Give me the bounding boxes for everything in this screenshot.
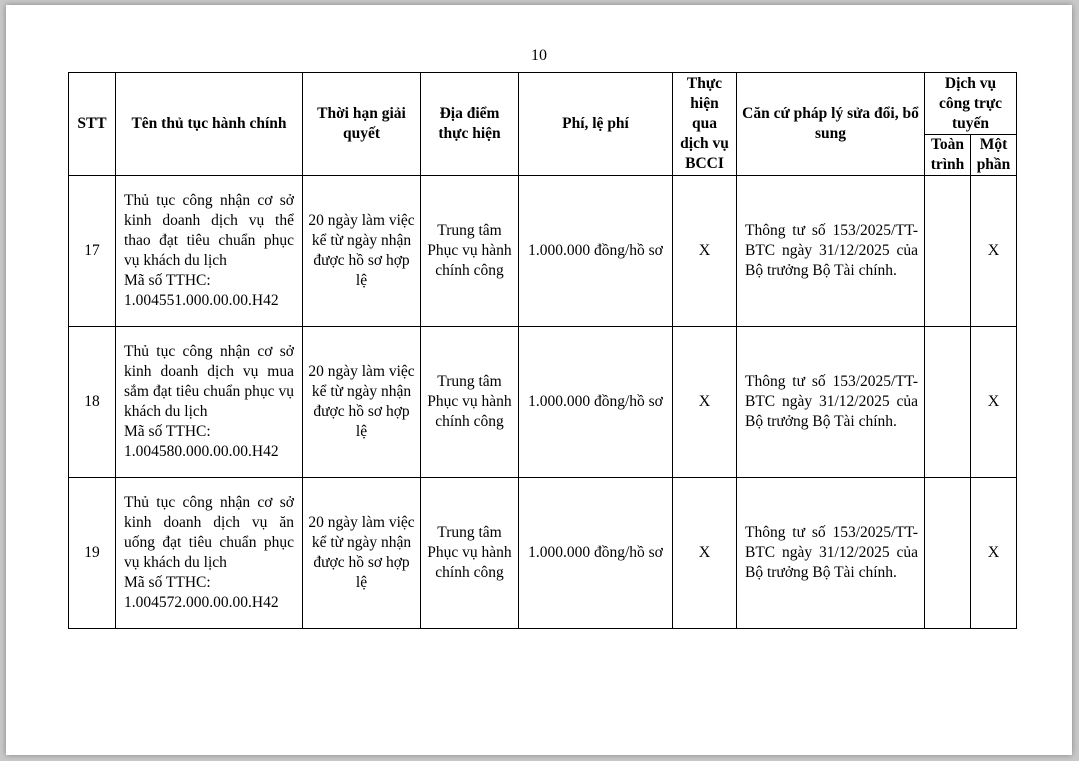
cell-online-full	[925, 478, 971, 629]
header-online-full: Toàn trình	[925, 135, 971, 176]
cell-place: Trung tâm Phục vụ hành chính công	[421, 478, 519, 629]
cell-procedure-name	[116, 176, 303, 327]
cell-legal-basis: Thông tư số 153/2025/TT-BTC ngày 31/12/2025 của Bộ trưởng Bộ Tài chính.	[737, 327, 925, 478]
cell-place: Trung tâm Phục vụ hành chính công	[421, 327, 519, 478]
header-legal-basis: Căn cứ pháp lý sửa đổi, bổ sung	[737, 73, 925, 176]
cell-stt: 18	[69, 327, 116, 478]
page-number: 10	[531, 47, 547, 64]
cell-online-full	[925, 176, 971, 327]
header-processing-time: Thời hạn giải quyết	[303, 73, 421, 176]
cell-place: Trung tâm Phục vụ hành chính công	[421, 176, 519, 327]
table-body	[69, 176, 1017, 629]
header-bcci: Thực hiện qua dịch vụ BCCI	[673, 73, 737, 176]
cell-bcci: X	[673, 478, 737, 629]
procedure-title: Thủ tục công nhận cơ sở kinh doanh dịch vụ ăn uống đạt tiêu chuẩn phục vụ khách du lịch	[124, 494, 294, 571]
cell-legal-basis: Thông tư số 153/2025/TT-BTC ngày 31/12/2025 của Bộ trưởng Bộ Tài chính.	[737, 478, 925, 629]
cell-online-partial: X	[971, 478, 1017, 629]
cell-bcci: X	[673, 176, 737, 327]
procedure-code-label: Mã số TTHC:	[124, 272, 211, 289]
procedure-code-label: Mã số TTHC:	[124, 574, 211, 591]
procedure-code: 1.004551.000.00.00.H42	[124, 292, 279, 309]
cell-legal-basis: Thông tư số 153/2025/TT-BTC ngày 31/12/2025 của Bộ trưởng Bộ Tài chính.	[737, 176, 925, 327]
procedure-title: Thủ tục công nhận cơ sở kinh doanh dịch vụ mua sắm đạt tiêu chuẩn phục vụ khách du lịch	[124, 343, 294, 420]
cell-procedure-name	[116, 478, 303, 629]
procedure-code-label: Mã số TTHC:	[124, 423, 211, 440]
header-procedure-name: Tên thủ tục hành chính	[116, 73, 303, 176]
cell-online-partial: X	[971, 327, 1017, 478]
cell-processing-time: 20 ngày làm việc kể từ ngày nhận được hồ sơ hợp lệ	[303, 478, 421, 629]
header-online-service: Dịch vụ công trực tuyến	[925, 73, 1017, 135]
header-fee: Phí, lệ phí	[519, 73, 673, 176]
header-online-partial: Một phần	[971, 135, 1017, 176]
document-page	[6, 5, 1072, 755]
procedure-code: 1.004580.000.00.00.H42	[124, 443, 279, 460]
procedure-title: Thủ tục công nhận cơ sở kinh doanh dịch vụ thể thao đạt tiêu chuẩn phục vụ khách du lịch	[124, 192, 294, 269]
cell-processing-time: 20 ngày làm việc kể từ ngày nhận được hồ sơ hợp lệ	[303, 327, 421, 478]
cell-bcci: X	[673, 327, 737, 478]
cell-online-full	[925, 327, 971, 478]
cell-stt: 19	[69, 478, 116, 629]
table-row	[69, 176, 1017, 327]
cell-processing-time: 20 ngày làm việc kể từ ngày nhận được hồ sơ hợp lệ	[303, 176, 421, 327]
table-row	[69, 327, 1017, 478]
cell-fee: 1.000.000 đồng/hồ sơ	[519, 327, 673, 478]
procedures-table	[68, 72, 1017, 629]
header-place: Địa điểm thực hiện	[421, 73, 519, 176]
procedure-code: 1.004572.000.00.00.H42	[124, 594, 279, 611]
header-stt: STT	[69, 73, 116, 176]
cell-procedure-name	[116, 327, 303, 478]
cell-online-partial: X	[971, 176, 1017, 327]
table-row	[69, 478, 1017, 629]
cell-stt: 17	[69, 176, 116, 327]
cell-fee: 1.000.000 đồng/hồ sơ	[519, 478, 673, 629]
table-header	[69, 73, 1017, 176]
cell-fee: 1.000.000 đồng/hồ sơ	[519, 176, 673, 327]
